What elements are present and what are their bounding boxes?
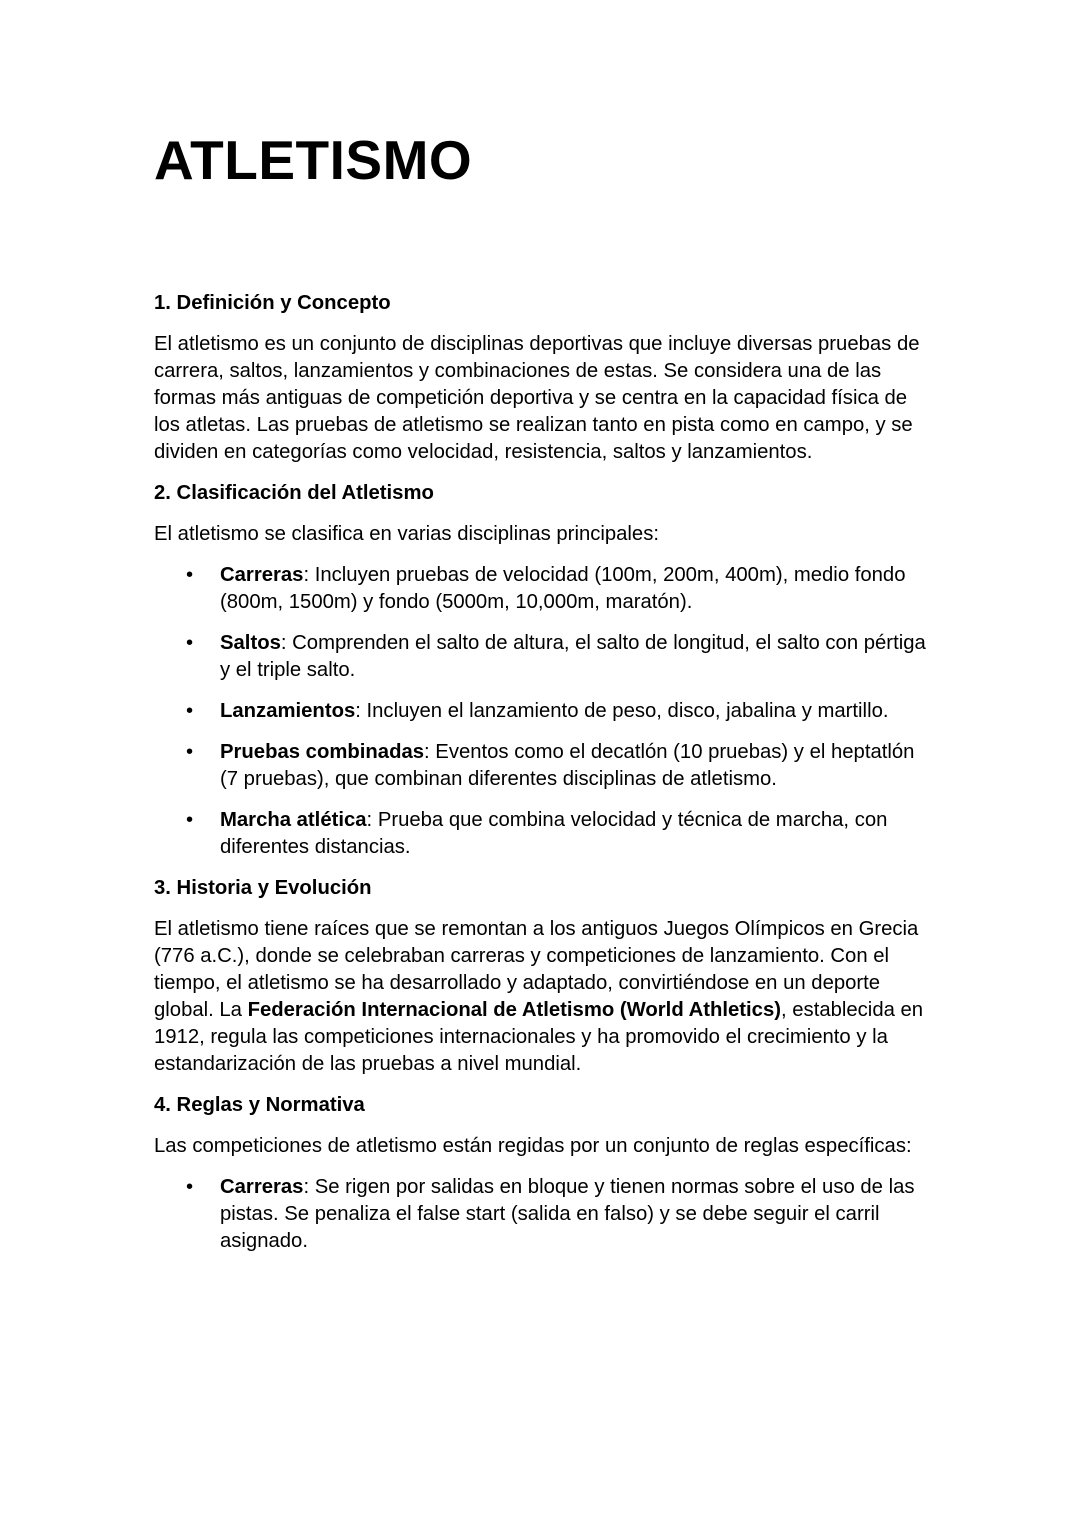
section-heading-definicion: 1. Definición y Concepto bbox=[154, 292, 391, 314]
document-body bbox=[154, 290, 929, 1269]
bullet-icon: • bbox=[186, 564, 194, 586]
section-paragraph bbox=[154, 916, 929, 1078]
document-title: ATLETISMO bbox=[154, 129, 473, 191]
list-item-text: : Incluyen pruebas de velocidad (100m, 200m, 400m), medio fondo (800m, 1500m) y fondo (5000m, 10,000m, maratón). bbox=[220, 564, 906, 613]
list-item bbox=[154, 698, 929, 725]
section-heading-reglas: 4. Reglas y Normativa bbox=[154, 1094, 365, 1116]
list-item-text: : Prueba que combina velocidad y técnica de marcha, con diferentes distancias. bbox=[220, 809, 888, 858]
paragraph-text: El atletismo tiene raíces que se remontan a los antiguos Juegos Olímpicos en Grecia (776 a.C.), donde se celebraban carreras y competiciones de lanzamiento. Con el tiempo, el atletismo se ha desarrollado y adaptado, convirtiéndose en un deporte global. La bbox=[154, 918, 919, 1021]
paragraph-bold-text: Federación Internacional de Atletismo (World Athletics) bbox=[247, 999, 781, 1021]
list-item-term: Saltos bbox=[220, 632, 281, 654]
list-item-text: : Comprenden el salto de altura, el salto de longitud, el salto con pértiga y el triple salto. bbox=[220, 632, 926, 681]
bullet-icon: • bbox=[186, 809, 194, 831]
section-paragraph: El atletismo se clasifica en varias disciplinas principales: bbox=[154, 523, 659, 545]
list-item-text: : Se rigen por salidas en bloque y tienen normas sobre el uso de las pistas. Se penaliza el false start (salida en falso) y se debe seguir el carril asignado. bbox=[220, 1176, 915, 1252]
list-item-text: : Eventos como el decatlón (10 pruebas) y el heptatlón (7 pruebas), que combinan diferentes disciplinas de atletismo. bbox=[220, 741, 915, 790]
bullet-icon: • bbox=[186, 632, 194, 654]
list-item bbox=[154, 630, 929, 684]
list-item bbox=[154, 562, 929, 616]
list-item-term: Marcha atlética bbox=[220, 809, 367, 831]
section-paragraph: Las competiciones de atletismo están regidas por un conjunto de reglas específicas: bbox=[154, 1135, 912, 1157]
list-item bbox=[154, 739, 929, 793]
bullet-icon: • bbox=[186, 741, 194, 763]
list-item-term: Pruebas combinadas bbox=[220, 741, 425, 763]
list-item-text: : Incluyen el lanzamiento de peso, disco, jabalina y martillo. bbox=[355, 700, 889, 722]
bullet-list bbox=[154, 1174, 929, 1255]
bullet-icon: • bbox=[186, 700, 194, 722]
section-paragraph: El atletismo es un conjunto de disciplinas deportivas que incluye diversas pruebas de carrera, saltos, lanzamientos y combinaciones de estas. Se considera una de las formas más antiguas de competición deportiva y se centra en la capacidad física de los atletas. Las pruebas de atletismo se realizan tanto en pista como en campo, y se dividen en categorías como velocidad, resistencia, saltos y lanzamientos. bbox=[154, 333, 920, 463]
bullet-icon: • bbox=[186, 1176, 194, 1198]
section-heading-clasificacion: 2. Clasificación del Atletismo bbox=[154, 482, 434, 504]
bullet-list bbox=[154, 562, 929, 861]
list-item-term: Lanzamientos bbox=[220, 700, 356, 722]
section-heading-historia: 3. Historia y Evolución bbox=[154, 877, 372, 899]
list-item-term: Carreras bbox=[220, 564, 304, 586]
list-item-term: Carreras bbox=[220, 1176, 304, 1198]
list-item bbox=[154, 807, 929, 861]
list-item bbox=[154, 1174, 929, 1255]
paragraph-text: , establecida en 1912, regula las competiciones internacionales y ha promovido el crecimiento y la estandarización de las pruebas a nivel mundial. bbox=[154, 999, 924, 1075]
